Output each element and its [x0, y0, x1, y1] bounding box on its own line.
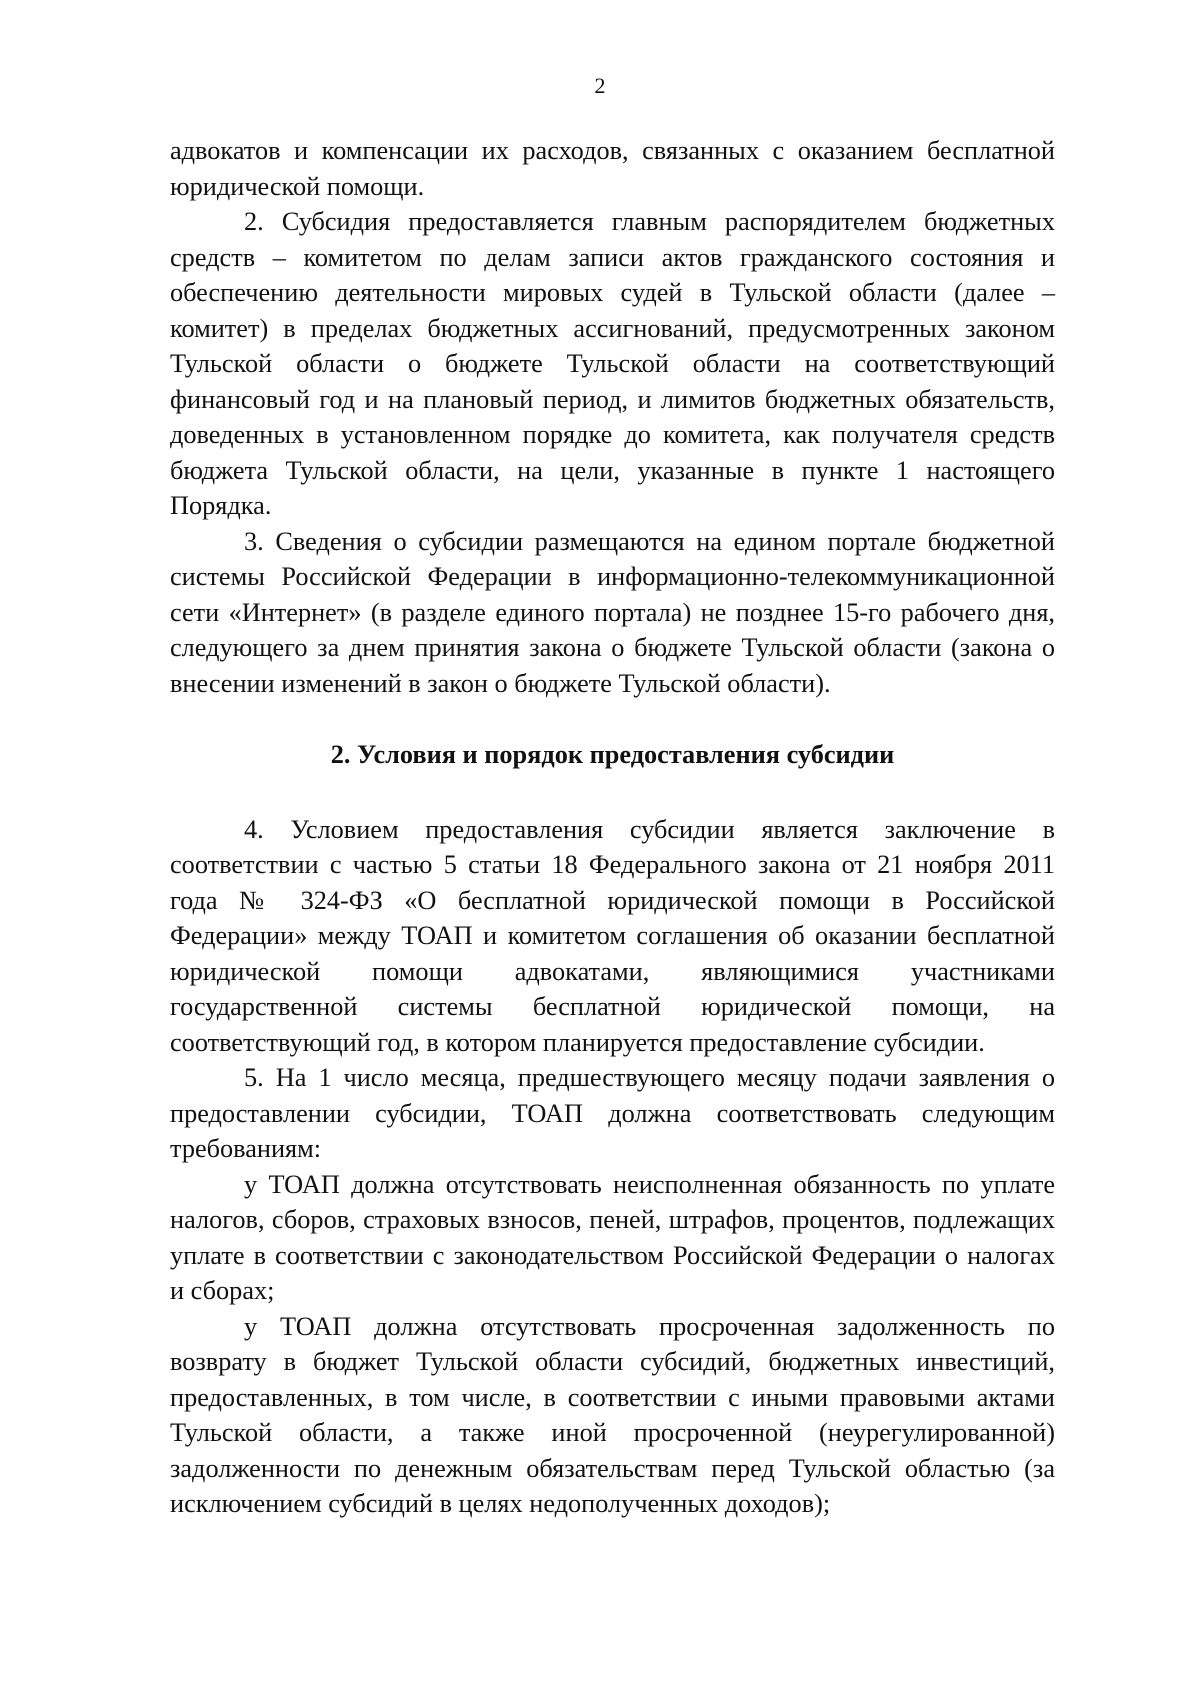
- section-heading: 2. Условия и порядок предоставления субсидии: [330, 740, 895, 769]
- paragraph-3: 3. Сведения о субсидии размещаются на едином портале бюджетной системы Российской Федерации в информационно-телекоммуникационной сети «Интернет» (в разделе единого портала) не позднее 15-го рабочего дня, следующего за днем принятия закона о бюджете Тульской области (закона о внесении изменений в закон о бюджете Тульской области).: [170, 526, 1055, 698]
- paragraph-2: 2. Субсидия предоставляется главным распорядителем бюджетных средств – комитетом по делам записи актов гражданского состояния и обеспечению деятельности мировых судей в Тульской области (далее – комитет) в пределах бюджетных ассигнований, предусмотренных законом Тульской области о бюджете Тульской области на соответствующий финансовый год и на плановый период, и лимитов бюджетных обязательств, доведенных в установленном порядке до комитета, как получателя средств бюджета Тульской области, на цели, указанные в пункте 1 настоящего Порядка.: [170, 207, 1055, 520]
- paragraph-5: 5. На 1 число месяца, предшествующего месяцу подачи заявления о предоставлении субсидии, ТОАП должна соответствовать следующим требованиям:: [170, 1063, 1055, 1163]
- paragraph-5-requirement-1: у ТОАП должна отсутствовать неисполненная обязанность по уплате налогов, сборов, страховых взносов, пеней, штрафов, процентов, подлежащих уплате в соответствии с законодательством Российской Федерации о налогах и сборах;: [170, 1169, 1055, 1305]
- page-number: 2: [594, 73, 606, 98]
- paragraph-4: 4. Условием предоставления субсидии является заключение в соответствии с частью 5 статьи 18 Федерального закона от 21 ноября 2011 года № 324-ФЗ «О бесплатной юридической помощи в Российской Федерации» между ТОАП и комитетом соглашения об оказании бесплатной юридической помощи адвокатами, являющимися участниками государственной системы бесплатной юридической помощи, на соответствующий год, в котором планируется предоставление субсидии.: [170, 814, 1055, 1057]
- paragraph-1-continuation: адвокатов и компенсации их расходов, связанных с оказанием бесплатной юридической помощи.: [170, 136, 1055, 201]
- paragraph-5-requirement-2: у ТОАП должна отсутствовать просроченная задолженность по возврату в бюджет Тульской области субсидий, бюджетных инвестиций, предоставленных, в том числе, в соответствии с иными правовыми актами Тульской области, а также иной просроченной (неурегулированной) задолженности по денежным обязательствам перед Тульской областью (за исключением субсидий в целях недополученных доходов);: [170, 1311, 1055, 1518]
- document-body: [170, 133, 1055, 1522]
